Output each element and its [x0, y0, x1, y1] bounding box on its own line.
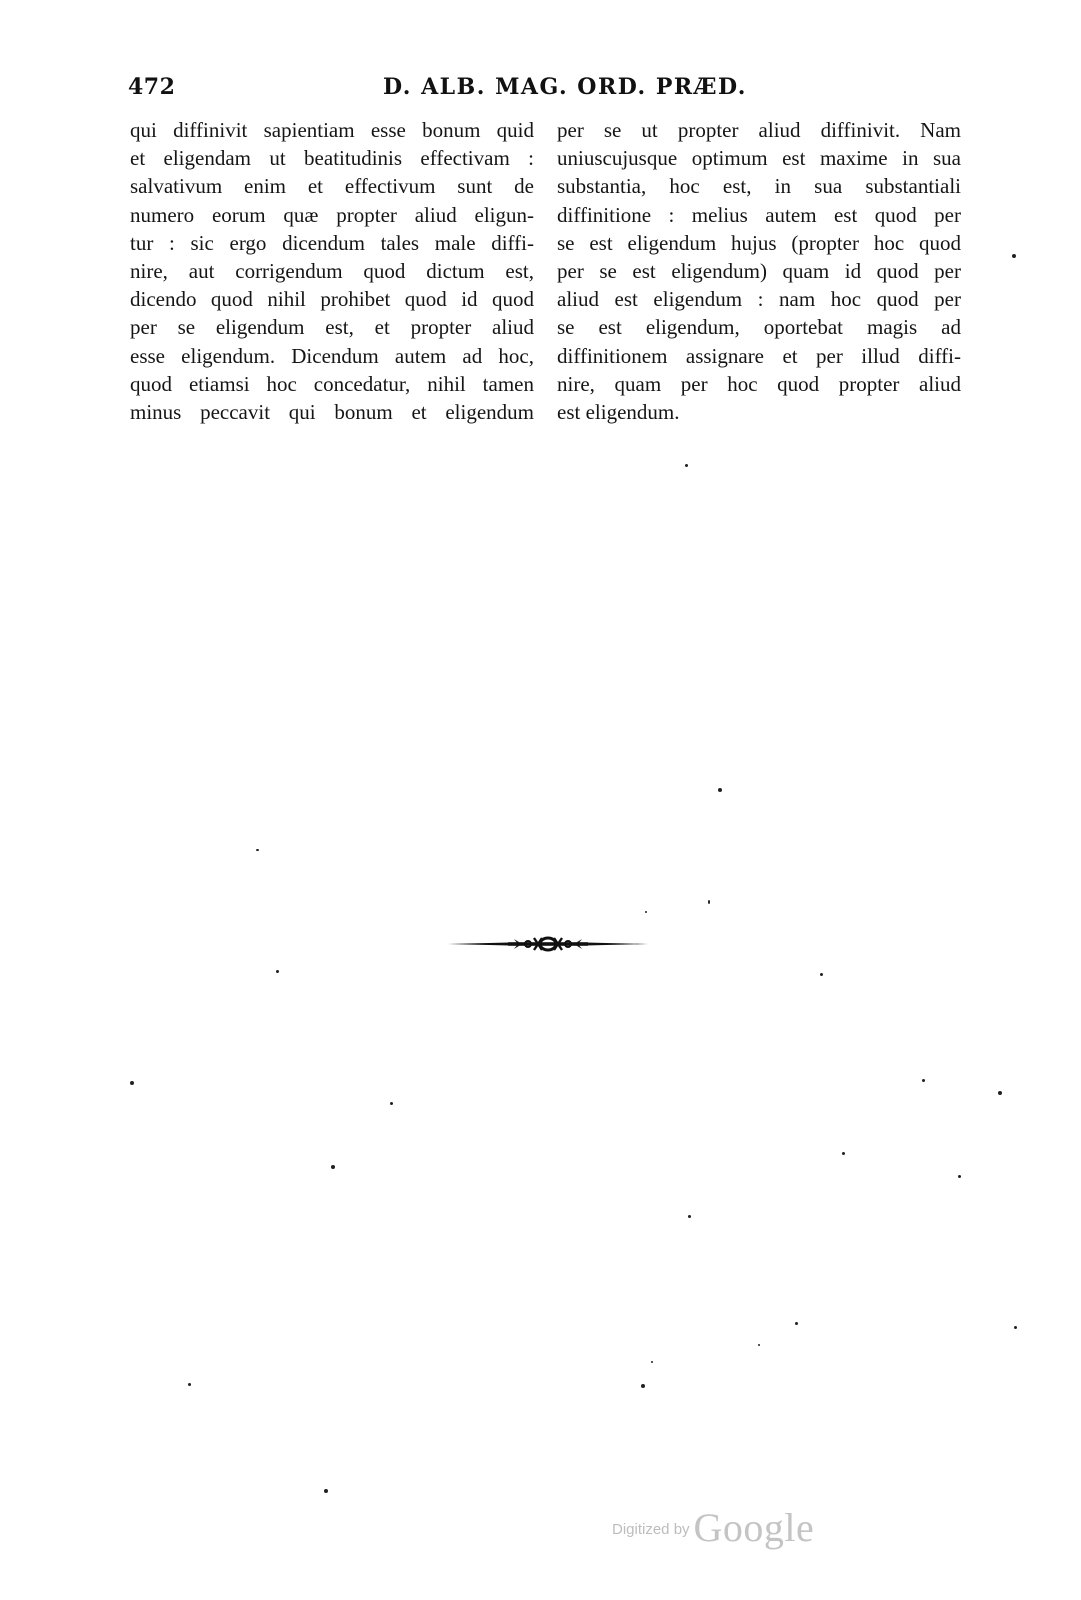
- speck: [390, 1102, 393, 1105]
- speck: [820, 973, 823, 976]
- speck: [276, 970, 279, 973]
- text-line: se est eligendum hujus (propter hoc quod: [557, 230, 961, 255]
- speck: [130, 1081, 134, 1085]
- speck: [718, 788, 722, 792]
- text-line: dicendo quod nihil prohibet quod id quod: [130, 287, 534, 312]
- text-line: tur : sic ergo dicendum tales male diffi-: [130, 230, 534, 255]
- speck: [324, 1489, 328, 1493]
- text-line: qui diffinivit sapientiam esse bonum quid: [130, 118, 534, 142]
- speck: [1014, 1326, 1017, 1329]
- google-logo: Google: [693, 1505, 815, 1550]
- text-line: minus peccavit qui bonum et eligendum: [130, 400, 534, 425]
- text-line: per se est eligendum) quam id quod per: [557, 259, 961, 284]
- text-line: numero eorum quæ propter aliud eligun-: [130, 202, 534, 227]
- page-number: 472: [128, 74, 176, 100]
- page-header: [128, 74, 958, 108]
- text-line: salvativum enim et effectivum sunt de: [130, 174, 534, 199]
- speck: [758, 1344, 760, 1346]
- speck: [922, 1079, 925, 1082]
- text-line: per se ut propter aliud diffinivit. Nam: [557, 118, 961, 142]
- text-line: per se eligendum est, et propter aliud: [130, 315, 534, 340]
- text-line: et eligendam ut beatitudinis effectivam :: [130, 146, 534, 171]
- speck: [842, 1152, 845, 1155]
- speck: [256, 849, 259, 851]
- speck: [645, 911, 647, 913]
- digitized-label: Digitized by: [612, 1521, 690, 1538]
- text-line: esse eligendum. Dicendum autem ad hoc,: [130, 343, 534, 368]
- running-head: D. ALB. MAG. ORD. PRÆD.: [383, 74, 747, 100]
- speck: [688, 1215, 691, 1218]
- text-line: uniuscujusque optimum est maxime in sua: [557, 146, 961, 171]
- speck: [958, 1175, 961, 1178]
- speck: [708, 900, 710, 904]
- digitized-by-google-watermark: [612, 1498, 814, 1548]
- speck: [651, 1361, 653, 1363]
- speck: [1012, 254, 1016, 258]
- text-line: quod etiamsi hoc concedatur, nihil tamen: [130, 371, 534, 396]
- text-line: diffinitionem assignare et per illud diffi-: [557, 343, 961, 368]
- end-ornament-icon: [448, 936, 648, 952]
- text-line: nire, aut corrigendum quod dictum est,: [130, 259, 534, 284]
- text-line: se est eligendum, oportebat magis ad: [557, 315, 961, 340]
- speck: [795, 1322, 798, 1325]
- speck: [188, 1383, 191, 1386]
- text-line: aliud est eligendum : nam hoc quod per: [557, 287, 961, 312]
- text-column-right: [557, 116, 961, 426]
- speck: [331, 1165, 335, 1169]
- text-line: nire, quam per hoc quod propter aliud: [557, 371, 961, 396]
- text-line: substantia, hoc est, in sua substantiali: [557, 174, 961, 199]
- text-column-left: [130, 116, 534, 426]
- speck: [685, 464, 688, 467]
- text-line: diffinitione : melius autem est quod per: [557, 202, 961, 227]
- speck: [641, 1384, 645, 1388]
- speck: [998, 1091, 1002, 1095]
- text-line: est eligendum.: [557, 400, 680, 425]
